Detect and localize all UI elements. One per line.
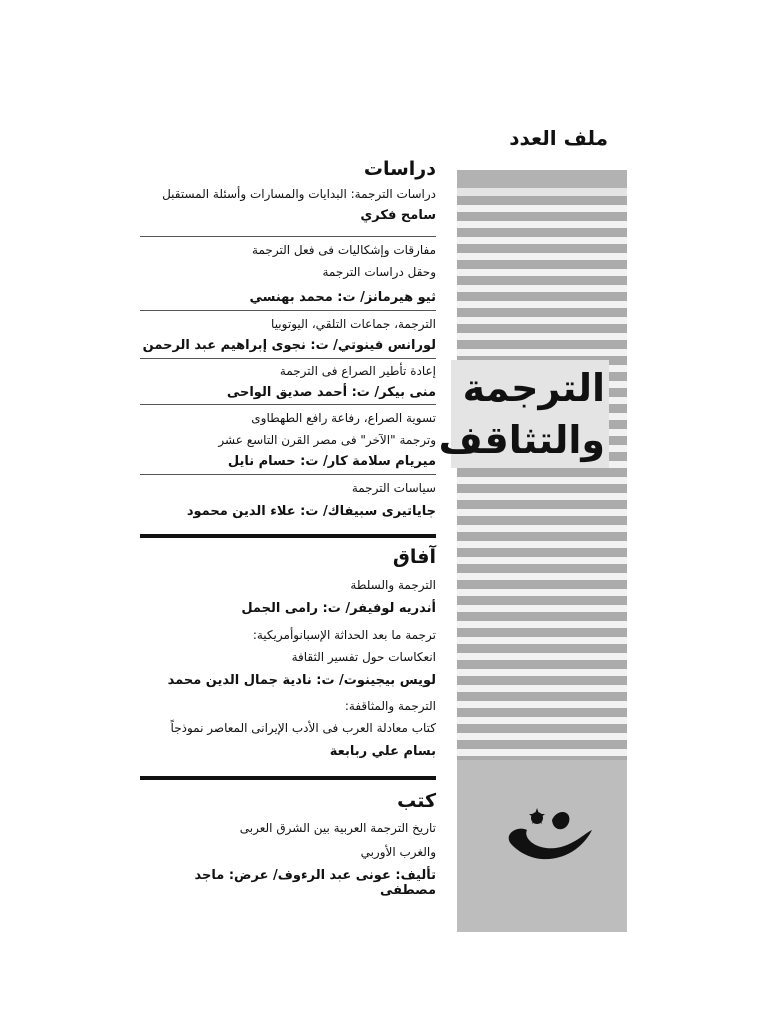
article-title: الترجمة، جماعات التلقي، اليوتوبيا — [271, 317, 436, 331]
horizons-item-3[interactable] — [140, 698, 436, 759]
studies-item-3[interactable] — [140, 316, 436, 353]
divider — [140, 404, 436, 405]
panel-title-line2: والتثاقف — [438, 418, 605, 462]
horizons-item-2[interactable] — [140, 627, 436, 688]
article-title: دراسات الترجمة: البدايات والمسارات وأسئلة المستقبل — [162, 187, 436, 201]
book-author: تأليف: عونى عبد الرءوف/ عرض: ماجد مصطفى — [194, 868, 436, 898]
divider — [140, 236, 436, 237]
article-title: إعادة تأطير الصراع فى الترجمة — [279, 364, 436, 378]
article-title: ترجمة ما بعد الحداثة الإسبانوأمريكية: — [252, 628, 436, 642]
article-title: سياسات الترجمة — [351, 481, 436, 495]
article-author: سامح فكري — [360, 208, 436, 223]
divider — [140, 474, 436, 475]
divider — [140, 310, 436, 311]
studies-item-6[interactable] — [140, 480, 436, 519]
books-item-1[interactable] — [140, 820, 436, 898]
article-author: جاياتيرى سبيفاك/ ت: علاء الدين محمود — [186, 504, 436, 519]
section-heading-studies: دراسات — [363, 158, 436, 180]
panel-title — [438, 360, 609, 468]
panel-title-line1: الترجمة — [462, 366, 605, 410]
article-author: بسام علي ربابعة — [329, 744, 436, 759]
article-title: وحقل دراسات الترجمة — [322, 265, 436, 279]
article-author: لويس بيجينوت/ ت: نادية جمال الدين محمد — [167, 673, 436, 688]
article-author: أندريه لوفيفر/ ت: رامى الجمل — [241, 601, 436, 616]
horizons-item-1[interactable] — [140, 577, 436, 616]
studies-item-4[interactable] — [140, 363, 436, 400]
article-title: مفارقات وإشكاليات فى فعل الترجمة — [252, 243, 436, 257]
book-title: تاريخ الترجمة العربية بين الشرق العربى — [239, 821, 436, 835]
panel-top-band — [457, 170, 627, 188]
article-title: كتاب معادلة العرب فى الأدب الإيرانى المعاصر نموذجاً — [170, 721, 436, 735]
studies-item-2[interactable] — [140, 242, 436, 305]
calligraphy-logo-icon — [497, 800, 597, 880]
issue-file-title: ملف العدد — [509, 126, 608, 150]
book-title: والغرب الأوربي — [360, 845, 436, 859]
section-heading-horizons: آفاق — [392, 546, 436, 568]
article-title: الترجمة والسلطة — [350, 578, 436, 592]
studies-item-1[interactable] — [140, 186, 436, 223]
article-title: وترجمة "الآخر" فى مصر القرن التاسع عشر — [218, 433, 436, 447]
article-title: الترجمة والمثاقفة: — [344, 699, 436, 713]
cover-panel — [438, 170, 627, 932]
article-author: منى بيكر/ ت: أحمد صديق الواحى — [226, 385, 436, 400]
article-author: ميريام سلامة كار/ ت: حسام نايل — [227, 454, 436, 469]
section-divider — [140, 776, 436, 780]
article-title: انعكاسات حول تفسير الثقافة — [291, 650, 436, 664]
divider — [140, 358, 436, 359]
studies-item-5[interactable] — [140, 410, 436, 469]
article-author: لورانس فينوتي/ ت: نجوى إبراهيم عبد الرحمن — [142, 338, 436, 353]
section-divider — [140, 534, 436, 538]
article-title: تسوية الصراع، رفاعة رافع الطهطاوى — [251, 411, 436, 425]
article-author: ثيو هيرمانز/ ت: محمد بهنسي — [249, 290, 436, 305]
section-heading-books: كتب — [397, 790, 436, 812]
